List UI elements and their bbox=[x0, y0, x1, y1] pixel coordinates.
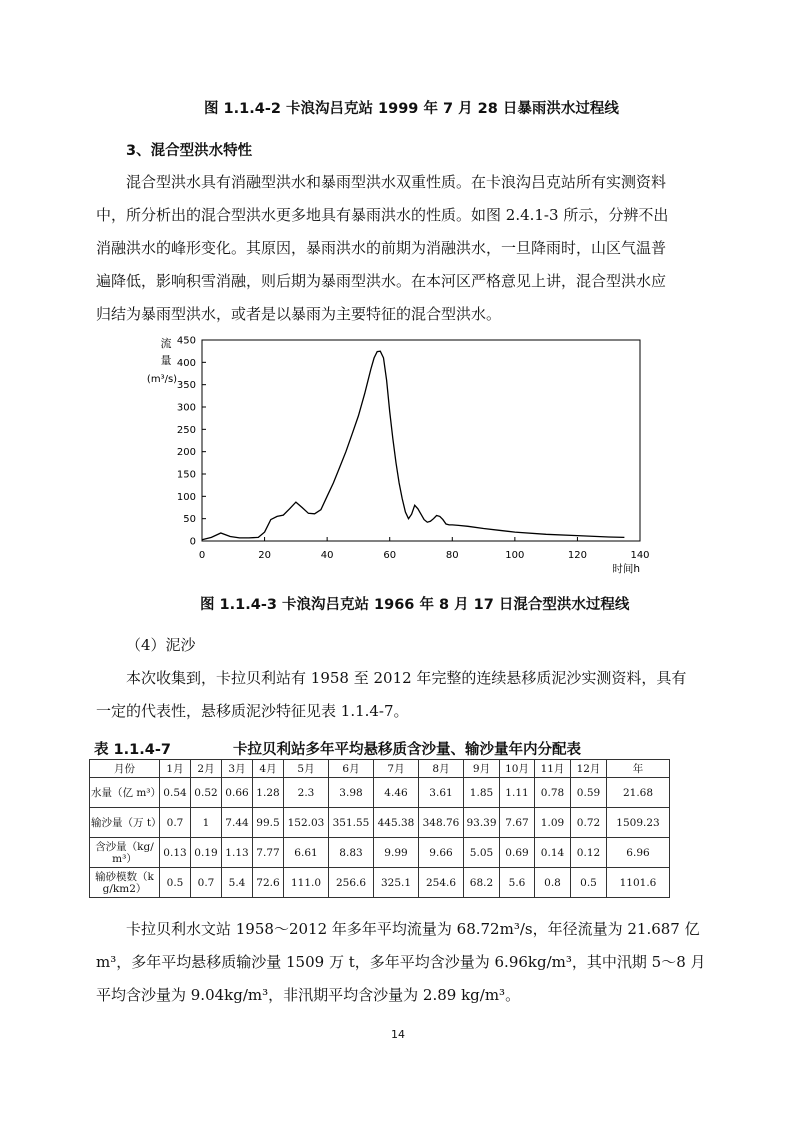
table-header-cell: 2月 bbox=[191, 760, 222, 778]
table-cell: 0.52 bbox=[191, 778, 222, 808]
chart-x-tick-labels bbox=[199, 550, 650, 561]
y-axis-label-part: 流 bbox=[160, 337, 172, 350]
chart-x-axis-label: 时间h bbox=[612, 563, 640, 575]
paragraph-line: 混合型洪水具有消融型洪水和暴雨型洪水双重性质。在卡浪沟吕克站所有实测资料 bbox=[126, 173, 667, 191]
figure-caption-1-1-4-3: 图 1.1.4-3 卡浪沟吕克站 1966 年 8 月 17 日混合型洪水过程线 bbox=[200, 597, 630, 613]
table-cell: 111.0 bbox=[284, 868, 329, 898]
table-header-cell: 11月 bbox=[535, 760, 571, 778]
table-cell: 0.19 bbox=[191, 838, 222, 868]
paragraph-line: 遍降低，影响积雪消融，则后期为暴雨型洪水。在本河区严格意见上讲，混合型洪水应 bbox=[96, 272, 667, 290]
table-cell: 1101.6 bbox=[607, 868, 670, 898]
chart-y-tick-labels bbox=[177, 336, 196, 548]
chart-series-line bbox=[202, 351, 624, 540]
table-row-label: 水量（亿 m³） bbox=[90, 778, 160, 808]
table-header-cell: 9月 bbox=[464, 760, 500, 778]
table-cell: 7.77 bbox=[253, 838, 284, 868]
table-cell: 5.05 bbox=[464, 838, 500, 868]
x-tick-label: 60 bbox=[383, 550, 397, 561]
table-header-cell: 7月 bbox=[374, 760, 419, 778]
table-cell: 1.85 bbox=[464, 778, 500, 808]
table-cell: 93.39 bbox=[464, 808, 500, 838]
table-cell: 8.83 bbox=[329, 838, 374, 868]
mixed-flood-hydrograph-chart bbox=[132, 330, 652, 580]
chart-ticks bbox=[202, 340, 640, 541]
table-header-cell: 10月 bbox=[500, 760, 535, 778]
table-header-label: 月份 bbox=[90, 760, 160, 778]
table-cell: 0.13 bbox=[160, 838, 191, 868]
table-cell: 1 bbox=[191, 808, 222, 838]
paragraph-line: 一定的代表性，悬移质泥沙特征见表 1.1.4-7。 bbox=[96, 702, 409, 720]
table-header-cell: 8月 bbox=[419, 760, 464, 778]
x-tick-label: 140 bbox=[630, 550, 650, 561]
table-cell: 9.99 bbox=[374, 838, 419, 868]
y-axis-label-part: (m³/s) bbox=[146, 374, 178, 385]
table-cell: 5.4 bbox=[222, 868, 253, 898]
table-row-label: 输沙量（万 t） bbox=[90, 808, 160, 838]
table-cell: 72.6 bbox=[253, 868, 284, 898]
page-number: 14 bbox=[391, 1028, 405, 1041]
table-header-cell: 6月 bbox=[329, 760, 374, 778]
table-cell: 0.66 bbox=[222, 778, 253, 808]
table-row-label: 输砂模数（kg/km2） bbox=[90, 868, 160, 898]
table-cell: 0.54 bbox=[160, 778, 191, 808]
table-cell: 4.46 bbox=[374, 778, 419, 808]
table-cell: 7.67 bbox=[500, 808, 535, 838]
table-row bbox=[90, 778, 670, 808]
table-cell: 5.6 bbox=[500, 868, 535, 898]
table-cell: 3.98 bbox=[329, 778, 374, 808]
table-cell: 0.59 bbox=[571, 778, 607, 808]
table-cell: 1509.23 bbox=[607, 808, 670, 838]
table-row bbox=[90, 808, 670, 838]
y-tick-label: 300 bbox=[176, 402, 196, 414]
table-cell: 256.6 bbox=[329, 868, 374, 898]
table-number: 表 1.1.4-7 bbox=[94, 742, 171, 758]
x-tick-label: 20 bbox=[258, 550, 271, 561]
figure-caption-1-1-4-2: 图 1.1.4-2 卡浪沟吕克站 1999 年 7 月 28 日暴雨洪水过程线 bbox=[204, 101, 619, 117]
table-row bbox=[90, 868, 670, 898]
paragraph-sediment bbox=[96, 662, 701, 728]
y-tick-label: 50 bbox=[183, 514, 196, 526]
y-tick-label: 350 bbox=[176, 380, 196, 392]
table-header-cell: 5月 bbox=[284, 760, 329, 778]
paragraph-line: 归结为暴雨型洪水，或者是以暴雨为主要特征的混合型洪水。 bbox=[96, 305, 502, 323]
table-cell: 445.38 bbox=[374, 808, 419, 838]
table-cell: 0.8 bbox=[535, 868, 571, 898]
y-tick-label: 200 bbox=[176, 447, 196, 459]
table-cell: 7.44 bbox=[222, 808, 253, 838]
table-header-cell: 4月 bbox=[253, 760, 284, 778]
table-cell: 3.61 bbox=[419, 778, 464, 808]
paragraph-mixed-flood bbox=[96, 166, 701, 331]
x-tick-label: 40 bbox=[320, 550, 334, 561]
paragraph-line: 平均含沙量为 9.04kg/m³，非汛期平均含沙量为 2.89 kg/m³。 bbox=[96, 986, 521, 1004]
table-cell: 9.66 bbox=[419, 838, 464, 868]
x-tick-label: 100 bbox=[505, 550, 525, 561]
table-cell: 0.7 bbox=[160, 808, 191, 838]
table-cell: 0.69 bbox=[500, 838, 535, 868]
section-heading-sediment: （4）泥沙 bbox=[126, 636, 196, 654]
y-tick-label: 0 bbox=[189, 536, 196, 548]
table-cell: 325.1 bbox=[374, 868, 419, 898]
x-tick-label: 80 bbox=[445, 550, 459, 561]
table-cell: 0.78 bbox=[535, 778, 571, 808]
y-tick-label: 150 bbox=[176, 469, 196, 481]
chart-y-axis-label bbox=[147, 336, 177, 385]
table-cell: 1.09 bbox=[535, 808, 571, 838]
x-tick-label: 120 bbox=[567, 550, 587, 561]
table-body bbox=[90, 778, 670, 898]
table-cell: 21.68 bbox=[607, 778, 670, 808]
table-row bbox=[90, 838, 670, 868]
y-tick-label: 100 bbox=[176, 491, 196, 503]
table-cell: 6.61 bbox=[284, 838, 329, 868]
paragraph-line: 卡拉贝利水文站 1958～2012 年多年平均流量为 68.72m³/s，年径流量为 21.687 亿 bbox=[126, 920, 700, 938]
paragraph-line: 中，所分析出的混合型洪水更多地具有暴雨洪水的性质。如图 2.4.1-3 所示，分辨不出 bbox=[96, 206, 669, 224]
table-cell: 0.72 bbox=[571, 808, 607, 838]
sediment-distribution-table bbox=[89, 759, 670, 898]
table-cell: 0.12 bbox=[571, 838, 607, 868]
table-cell: 0.14 bbox=[535, 838, 571, 868]
paragraph-line: 消融洪水的峰形变化。其原因，暴雨洪水的前期为消融洪水，一旦降雨时，山区气温普 bbox=[96, 239, 667, 257]
paragraph-line: m³，多年平均悬移质输沙量 1509 万 t，多年平均含沙量为 6.96kg/m³，其中汛期 5～8 月 bbox=[96, 953, 706, 971]
table-cell: 152.03 bbox=[284, 808, 329, 838]
table-title: 卡拉贝利站多年平均悬移质含沙量、输沙量年内分配表 bbox=[233, 742, 581, 758]
y-tick-label: 450 bbox=[176, 335, 196, 347]
table-cell: 68.2 bbox=[464, 868, 500, 898]
section-heading-mixed-flood: 3、混合型洪水特性 bbox=[126, 143, 253, 159]
table-cell: 0.7 bbox=[191, 868, 222, 898]
y-tick-label: 250 bbox=[176, 424, 196, 436]
table-cell: 0.5 bbox=[160, 868, 191, 898]
table-cell: 351.55 bbox=[329, 808, 374, 838]
paragraph-station-summary bbox=[96, 913, 706, 1012]
table-cell: 1.11 bbox=[500, 778, 535, 808]
table-header-cell: 12月 bbox=[571, 760, 607, 778]
table-header-cell: 年 bbox=[607, 760, 670, 778]
table-header-row bbox=[90, 760, 670, 778]
table-cell: 6.96 bbox=[607, 838, 670, 868]
table-cell: 0.5 bbox=[571, 868, 607, 898]
table-row-label: 含沙量（kg/m³） bbox=[90, 838, 160, 868]
table-cell: 1.13 bbox=[222, 838, 253, 868]
table-cell: 254.6 bbox=[419, 868, 464, 898]
table-cell: 1.28 bbox=[253, 778, 284, 808]
paragraph-line: 本次收集到，卡拉贝利站有 1958 至 2012 年完整的连续悬移质泥沙实测资料，具有 bbox=[126, 669, 687, 687]
y-tick-label: 400 bbox=[176, 357, 196, 369]
y-axis-label-part: 量 bbox=[160, 354, 172, 367]
table-cell: 2.3 bbox=[284, 778, 329, 808]
chart-plot-frame bbox=[202, 340, 640, 541]
table-cell: 348.76 bbox=[419, 808, 464, 838]
x-tick-label: 0 bbox=[198, 550, 206, 561]
table-header-cell: 1月 bbox=[160, 760, 191, 778]
table-header-cell: 3月 bbox=[222, 760, 253, 778]
table-cell: 99.5 bbox=[253, 808, 284, 838]
